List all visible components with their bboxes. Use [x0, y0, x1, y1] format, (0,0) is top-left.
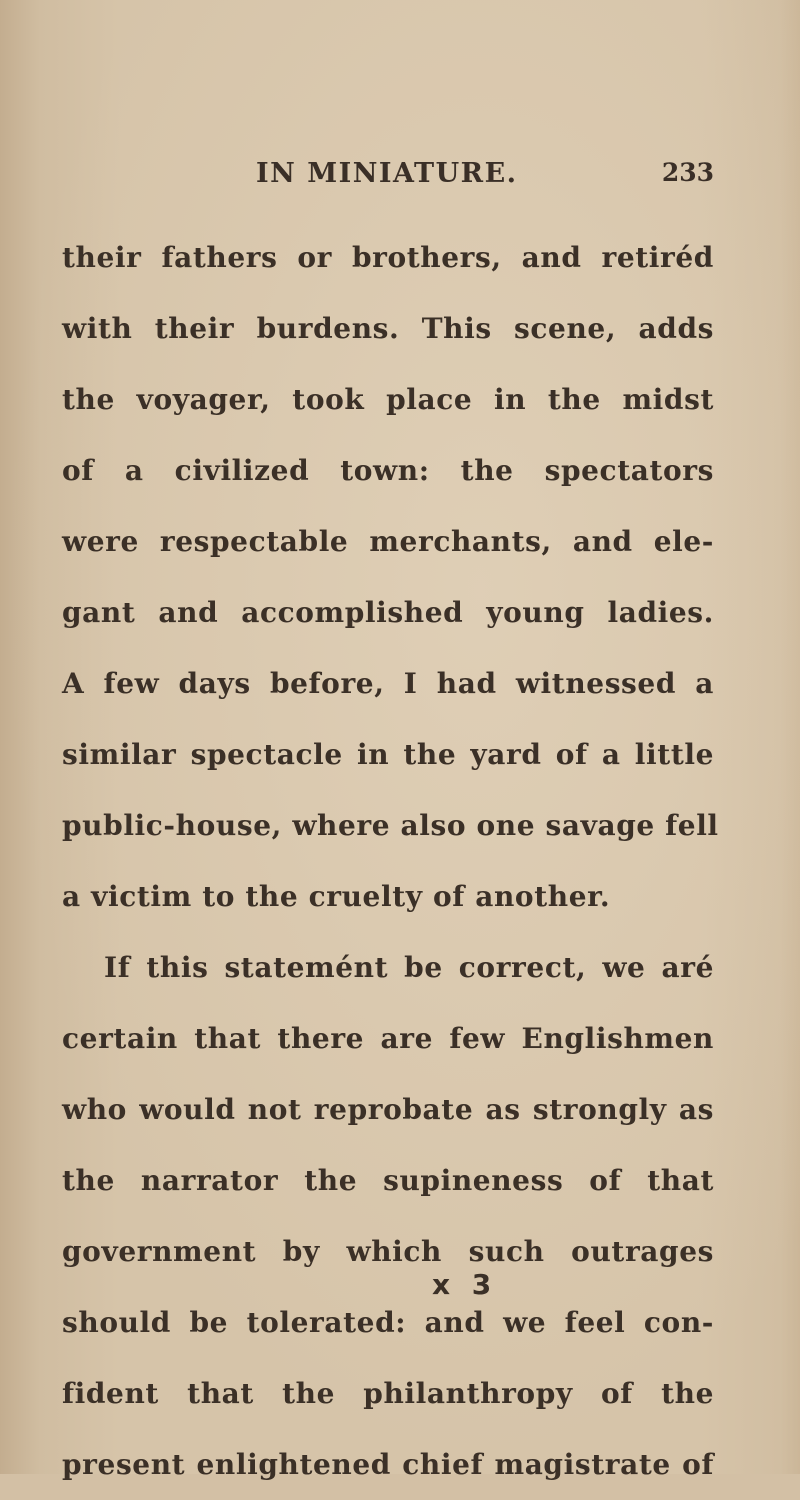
- running-title: IN MINIATURE.: [256, 158, 518, 189]
- text-line: gant and accomplished young ladies.: [62, 596, 714, 629]
- text-line: should be tolerated: and we feel con-: [62, 1306, 714, 1339]
- paragraph-start-line: If this statemént be correct, we aré: [104, 951, 714, 984]
- body-text: [62, 222, 719, 1500]
- text-line: with their burdens. This scene, adds: [62, 312, 714, 345]
- text-line: present enlightened chief magistrate of: [62, 1448, 714, 1481]
- text-line: were respectable merchants, and ele-: [62, 525, 714, 558]
- text-line: government by which such outrages: [62, 1235, 714, 1268]
- paragraph-end-line: a victim to the cruelty of another.: [62, 880, 611, 913]
- page-header: [256, 158, 714, 202]
- text-line: certain that there are few Englishmen: [62, 1022, 714, 1055]
- text-line: the voyager, took place in the midst: [62, 383, 714, 416]
- text-line: similar spectacle in the yard of a little: [62, 738, 714, 771]
- signature-mark: x 3: [432, 1268, 498, 1301]
- text-line: public-house, where also one savage fell: [62, 809, 719, 842]
- page-number: 233: [661, 158, 714, 187]
- text-line: the narrator the supineness of that: [62, 1164, 714, 1197]
- text-line: fident that the philanthropy of the: [62, 1377, 714, 1410]
- text-line: who would not reprobate as strongly as: [62, 1093, 714, 1126]
- text-line: their fathers or brothers, and retiréd: [62, 241, 714, 274]
- text-line: A few days before, I had witnessed a: [62, 667, 714, 700]
- text-line: of a civilized town: the spectators: [62, 454, 714, 487]
